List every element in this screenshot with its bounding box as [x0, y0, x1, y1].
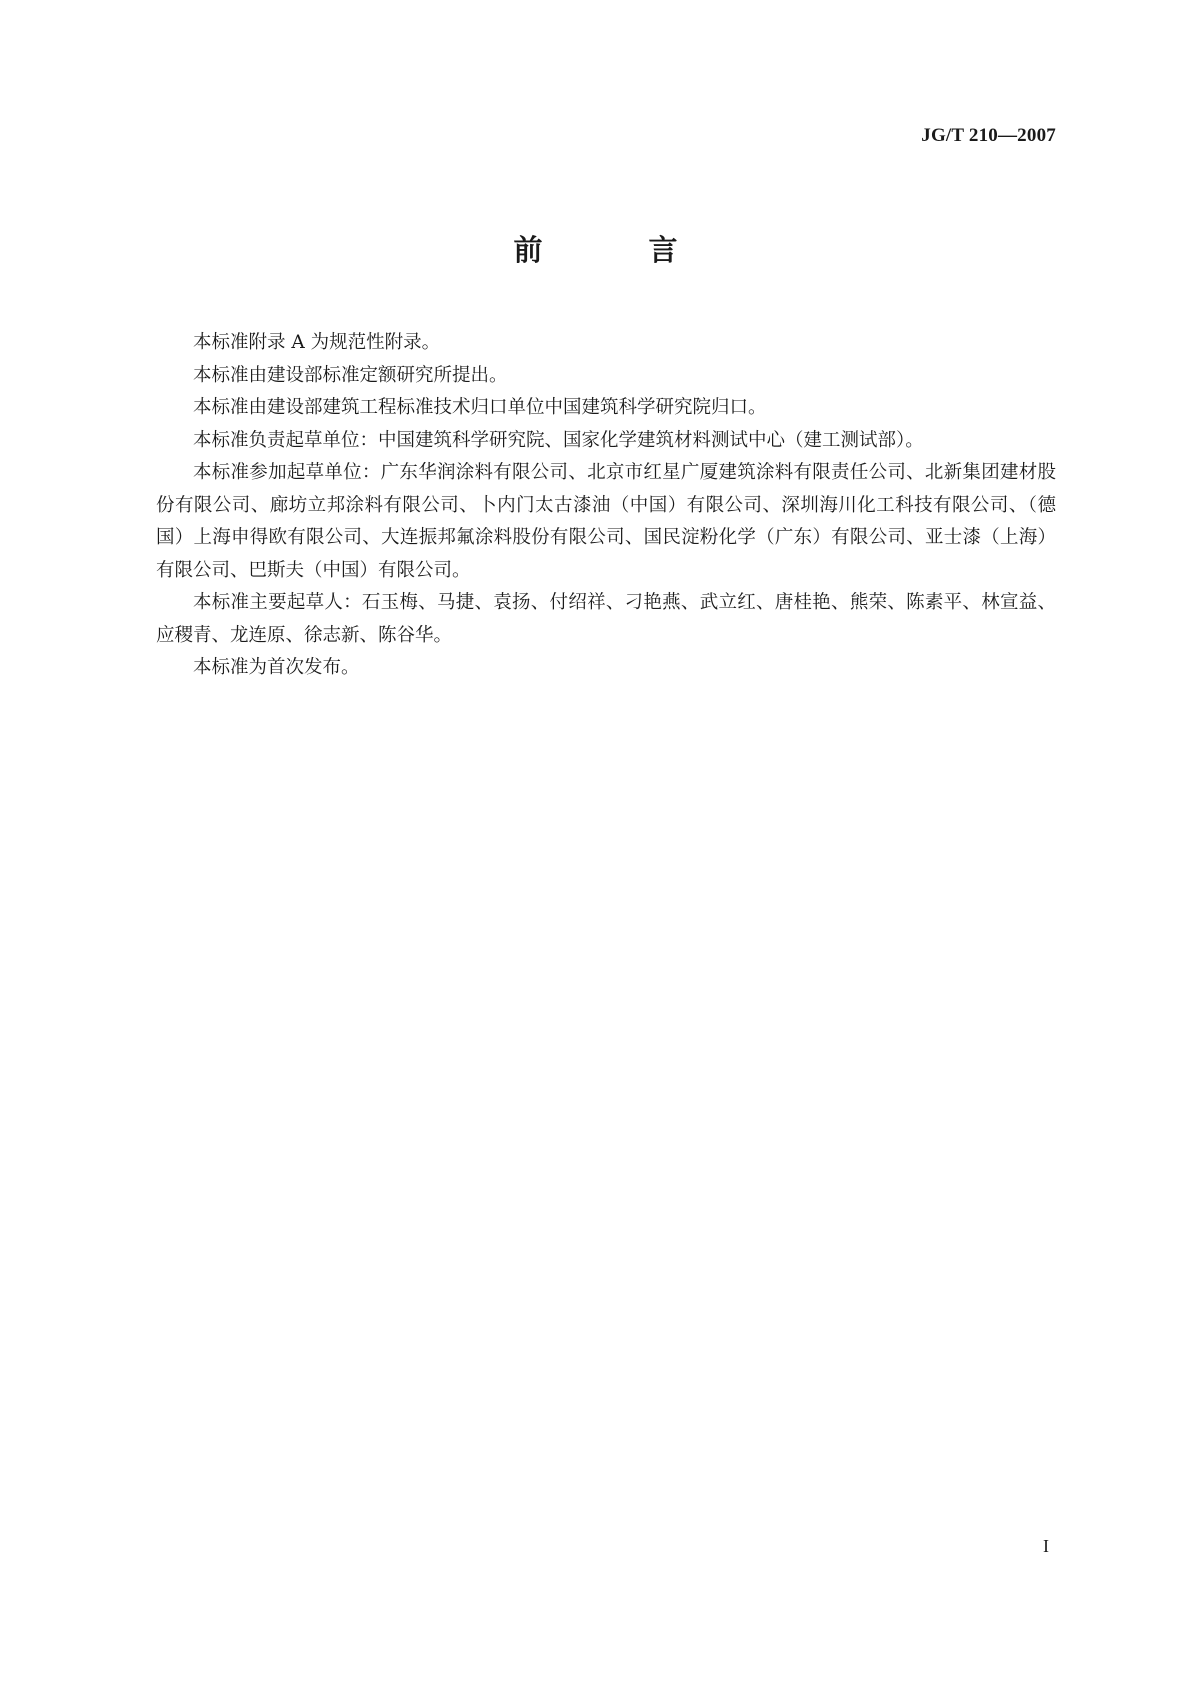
paragraph-appendix: 本标准附录 A 为规范性附录。	[193, 332, 441, 353]
paragraph-proposer: 本标准由建设部标准定额研究所提出。	[193, 364, 508, 386]
paragraph-administrator: 本标准由建设部建筑工程标准技术归口单位中国建筑科学研究院归口。	[193, 397, 767, 418]
paragraph-participating-drafters: 本标准参加起草单位：广东华润涂料有限公司、北京市红星广厦建筑涂料有限责任公司、北新集团建材股份有限公司、廊坊立邦涂料有限公司、卜内门太古漆油（中国）有限公司、深圳海川化工科技有限公司、（德国）上海申得欧有限公司、大连振邦氟涂料股份有限公司、国民淀粉化学（广东）有限公司、亚士漆（上海）有限公司、巴斯夫（中国）有限公司。	[156, 462, 1056, 581]
paragraph-lead-drafters: 本标准负责起草单位：中国建筑科学研究院、国家化学建筑材料测试中心（建工测试部）。	[193, 429, 924, 451]
standard-code: JG/T 210—2007	[921, 125, 1056, 146]
paragraph-first-release: 本标准为首次发布。	[193, 657, 360, 678]
document-body	[156, 327, 1056, 685]
paragraph-main-authors: 本标准主要起草人：石玉梅、马捷、袁扬、付绍祥、刁艳燕、武立红、唐桂艳、熊荣、陈素平、林宣益、应稷青、龙连原、徐志新、陈谷华。	[156, 592, 1056, 646]
page-number: I	[1043, 1536, 1049, 1556]
page-title: 前 言	[513, 233, 726, 267]
